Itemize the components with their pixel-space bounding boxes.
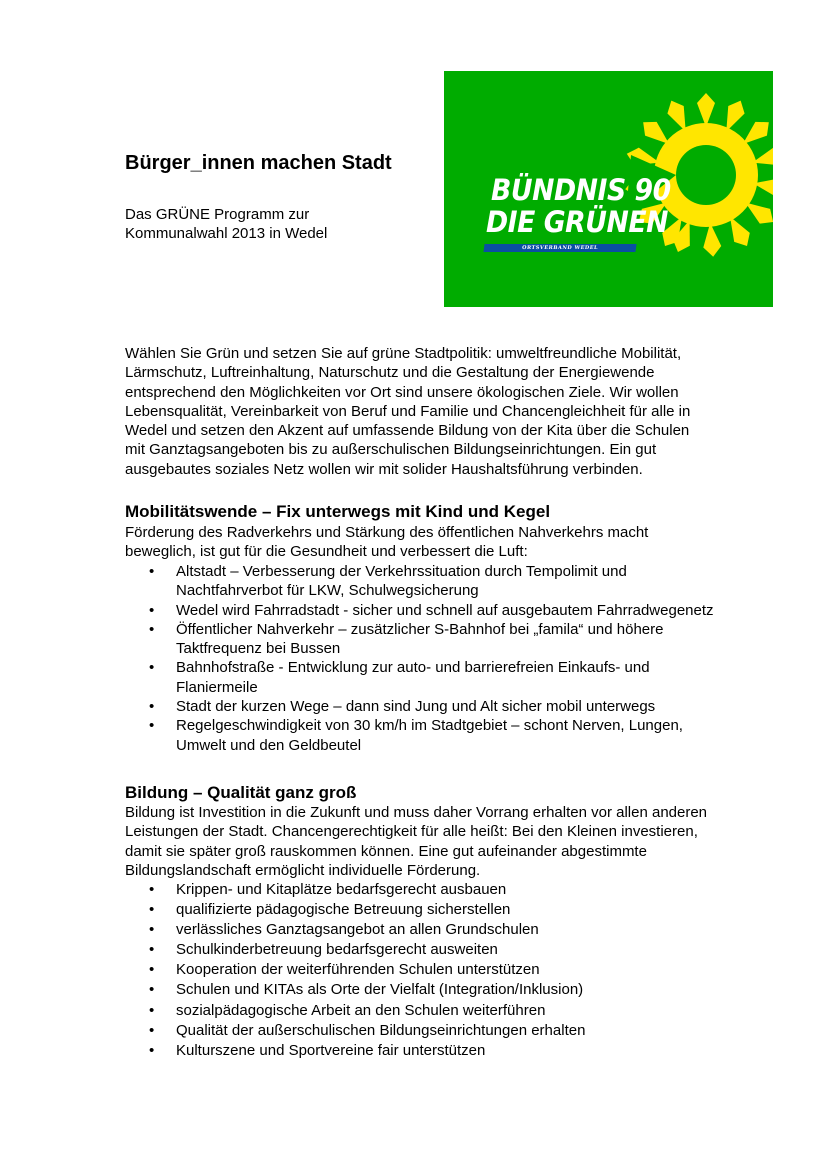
intro-paragraph bbox=[125, 344, 805, 479]
bullet-icon: • bbox=[149, 601, 155, 619]
intro-line: ausgebautes soziales Netz wollen wir mit solider Haushaltsführung verbinden. bbox=[125, 460, 643, 478]
party-logo bbox=[444, 71, 773, 307]
bullet-icon: • bbox=[149, 698, 155, 716]
intro-line: entsprechend den Möglichkeiten vor Ort sind unsere ökologischen Ziele. Wir wollen bbox=[125, 383, 679, 401]
list-item-text: Nachtfahrverbot für LKW, Schulwegsicherung bbox=[176, 582, 479, 600]
list-item bbox=[125, 620, 714, 659]
section-heading-education: Bildung – Qualität ganz groß bbox=[125, 783, 357, 802]
bullet-icon: • bbox=[149, 659, 155, 677]
paragraph-line: beweglich, ist gut für die Gesundheit und verbessert die Luft: bbox=[125, 543, 528, 561]
bullet-icon: • bbox=[149, 921, 155, 939]
bullet-icon: • bbox=[149, 1041, 155, 1059]
list-item bbox=[125, 601, 714, 620]
bullet-icon: • bbox=[149, 961, 155, 979]
subtitle-line: Das GRÜNE Programm zur bbox=[125, 206, 310, 223]
list-item-text: Altstadt – Verbesserung der Verkehrssituation durch Tempolimit und bbox=[176, 563, 627, 580]
subtitle-line: Kommunalwahl 2013 in Wedel bbox=[125, 225, 328, 242]
paragraph-line: Bildung ist Investition in die Zukunft und muss daher Vorrang erhalten vor allen anderen bbox=[125, 804, 708, 821]
list-item-text: Wedel wird Fahrradstadt - sicher und schnell auf ausgebautem Fahrradwegenetz bbox=[176, 601, 714, 619]
bullet-icon: • bbox=[149, 620, 155, 638]
list-item-text: Schulkinderbetreuung bedarfsgerecht ausweiten bbox=[176, 941, 498, 959]
list-item bbox=[125, 1021, 585, 1041]
list-item-text: verlässliches Ganztagsangebot an allen Grundschulen bbox=[176, 921, 539, 939]
list-item-text: Stadt der kurzen Wege – dann sind Jung und Alt sicher mobil unterwegs bbox=[176, 698, 656, 716]
bullet-icon: • bbox=[149, 941, 155, 959]
list-item-text: qualifizierte pädagogische Betreuung sicherstellen bbox=[176, 901, 511, 919]
list-item-text: Qualität der außerschulischen Bildungseinrichtungen erhalten bbox=[176, 1021, 586, 1039]
list-item bbox=[125, 697, 714, 716]
bullet-icon: • bbox=[149, 981, 155, 999]
list-item bbox=[125, 880, 585, 900]
bullet-icon: • bbox=[149, 901, 155, 919]
list-item-text: Öffentlicher Nahverkehr – zusätzlicher S-Bahnhof bei „famila“ und höhere bbox=[176, 620, 664, 638]
paragraph-line: damit sie später groß rauskommen können. Eine gut aufeinander abgestimmte bbox=[125, 842, 647, 860]
list-item-text: Kooperation der weiterführenden Schulen unterstützen bbox=[176, 961, 540, 979]
list-item bbox=[125, 920, 585, 940]
bullet-list-education bbox=[125, 880, 585, 1061]
list-item-text: Krippen- und Kitaplätze bedarfsgerecht ausbauen bbox=[176, 881, 507, 898]
intro-line: Lebensqualität, Vereinbarkeit von Beruf und Familie und Chancengleichheit für alle in bbox=[125, 402, 691, 420]
list-item bbox=[125, 562, 714, 601]
intro-line: Wedel und setzen den Akzent auf umfassende Bildung von der Kita über die Schulen bbox=[125, 422, 690, 440]
list-item bbox=[125, 940, 585, 960]
list-item bbox=[125, 1041, 585, 1061]
list-item bbox=[125, 960, 585, 980]
bullet-icon: • bbox=[149, 1021, 155, 1039]
document-title: Bürger_innen machen Stadt bbox=[125, 152, 392, 174]
document-subtitle bbox=[125, 205, 327, 243]
bullet-icon: • bbox=[149, 563, 155, 580]
list-item-text: sozialpädagogische Arbeit an den Schulen weiterführen bbox=[176, 1001, 546, 1019]
list-item-text: Schulen und KITAs als Orte der Vielfalt (Integration/Inklusion) bbox=[176, 981, 584, 999]
bullet-icon: • bbox=[149, 1001, 155, 1019]
paragraph-line: Leistungen der Stadt. Chancengerechtigkeit für alle heißt: Bei den Kleinen investieren, bbox=[125, 823, 698, 841]
logo-subline-bar: ORTSVERBAND WEDEL bbox=[483, 244, 636, 252]
paragraph-line: Bildungslandschaft ermöglicht individuelle Förderung. bbox=[125, 861, 481, 879]
list-item bbox=[125, 716, 714, 755]
list-item bbox=[125, 658, 714, 697]
section-heading-mobility: Mobilitätswende – Fix unterwegs mit Kind und Kegel bbox=[125, 502, 551, 521]
list-item-text: Taktfrequenz bei Bussen bbox=[176, 640, 341, 658]
list-item-text: Bahnhofstraße - Entwicklung zur auto- und barrierefreien Einkaufs- und bbox=[176, 659, 650, 677]
list-item-text: Regelgeschwindigkeit von 30 km/h im Stadtgebiet – schont Nerven, Lungen, bbox=[176, 717, 683, 735]
logo-line-2: DIE GRÜNEN bbox=[486, 205, 668, 239]
list-item-text: Flaniermeile bbox=[176, 678, 258, 696]
list-item-text: Umwelt und den Geldbeutel bbox=[176, 736, 362, 754]
intro-line: mit Ganztagsangeboten bis zu außerschulischen Bildungseinrichtungen. Ein gut bbox=[125, 441, 657, 459]
intro-line: Lärmschutz, Luftreinhaltung, Naturschutz und die Gestaltung der Energiewende bbox=[125, 364, 655, 382]
list-item bbox=[125, 900, 585, 920]
list-item-text: Kulturszene und Sportvereine fair unterstützen bbox=[176, 1041, 486, 1059]
list-item bbox=[125, 980, 585, 1000]
section-paragraph-mobility bbox=[125, 523, 648, 562]
section-paragraph-education bbox=[125, 803, 707, 880]
bullet-list-mobility bbox=[125, 562, 714, 755]
list-item bbox=[125, 1001, 585, 1021]
paragraph-line: Förderung des Radverkehrs und Stärkung des öffentlichen Nahverkehrs macht bbox=[125, 524, 649, 541]
logo-line-1: BÜNDNIS 90 bbox=[491, 173, 671, 207]
bullet-icon: • bbox=[149, 881, 155, 898]
bullet-icon: • bbox=[149, 717, 155, 735]
intro-line: Wählen Sie Grün und setzen Sie auf grüne Stadtpolitik: umweltfreundliche Mobilität, bbox=[125, 345, 682, 362]
